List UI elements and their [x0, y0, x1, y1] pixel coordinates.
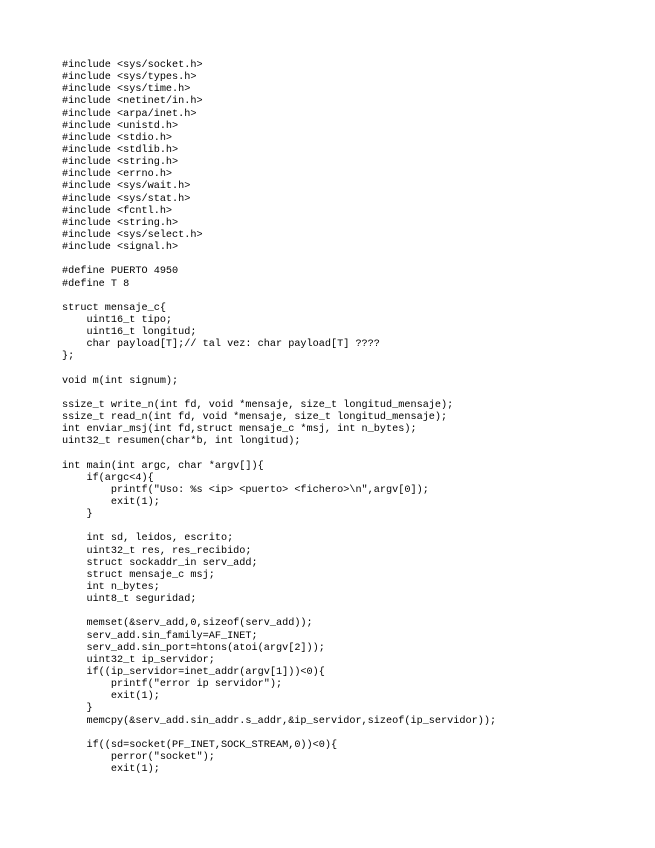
code-line: #include <string.h> — [62, 157, 179, 169]
code-line: struct mensaje_c msj; — [62, 569, 215, 581]
code-line: #include <unistd.h> — [62, 120, 179, 132]
code-line: #define PUERTO 4950 — [62, 266, 179, 278]
code-line: uint32_t res, res_recibido; — [62, 545, 252, 557]
code-line: void m(int signum); — [62, 375, 179, 387]
code-line: #include <sys/socket.h> — [62, 60, 203, 71]
code-line: uint32_t ip_servidor; — [62, 654, 215, 666]
code-line: char payload[T];// tal vez: char payload[T] ???? — [62, 339, 380, 351]
code-line: #include <stdlib.h> — [62, 144, 179, 156]
code-line: #include <stdio.h> — [62, 132, 173, 144]
code-line: printf("error ip servidor"); — [62, 679, 283, 691]
code-line — [62, 728, 496, 740]
code-line: if(argc<4){ — [62, 472, 154, 484]
code-line: uint8_t seguridad; — [62, 594, 197, 606]
code-line: printf("Uso: %s <ip> <puerto> <fichero>\n",argv[0]); — [62, 484, 429, 496]
code-line: exit(1); — [62, 764, 160, 776]
code-line: #include <fcntl.h> — [62, 205, 173, 217]
code-line: ssize_t write_n(int fd, void *mensaje, size_t longitud_mensaje); — [62, 399, 454, 411]
code-line: #include <sys/stat.h> — [62, 193, 191, 205]
code-line: }; — [62, 351, 75, 363]
code-listing — [62, 60, 496, 776]
code-line: if((sd=socket(PF_INET,SOCK_STREAM,0))<0){ — [62, 739, 338, 751]
code-line: int enviar_msj(int fd,struct mensaje_c *msj, int n_bytes); — [62, 424, 417, 436]
code-line — [62, 449, 496, 461]
code-line: #include <sys/time.h> — [62, 84, 191, 96]
code-line — [62, 606, 496, 618]
code-line: #include <sys/wait.h> — [62, 181, 191, 193]
code-line: uint16_t longitud; — [62, 327, 197, 339]
code-line — [62, 521, 496, 533]
code-line: uint32_t resumen(char*b, int longitud); — [62, 436, 301, 448]
code-line: int n_bytes; — [62, 582, 160, 594]
code-line: #include <string.h> — [62, 217, 179, 229]
code-line: #define T 8 — [62, 278, 130, 290]
code-line: exit(1); — [62, 691, 160, 703]
code-line: serv_add.sin_port=htons(atoi(argv[2])); — [62, 642, 325, 654]
code-line: struct sockaddr_in serv_add; — [62, 557, 258, 569]
code-line: } — [62, 509, 93, 521]
code-line: memcpy(&serv_add.sin_addr.s_addr,&ip_servidor,sizeof(ip_servidor)); — [62, 715, 497, 727]
code-line: exit(1); — [62, 497, 160, 509]
code-line: if((ip_servidor=inet_addr(argv[1]))<0){ — [62, 667, 325, 679]
code-line: memset(&serv_add,0,sizeof(serv_add)); — [62, 618, 313, 630]
code-line: #include <errno.h> — [62, 169, 173, 181]
code-line — [62, 388, 496, 400]
code-line — [62, 254, 496, 266]
code-line: #include <arpa/inet.h> — [62, 108, 197, 120]
code-line — [62, 364, 496, 376]
code-line: int main(int argc, char *argv[]){ — [62, 460, 264, 472]
code-line: uint16_t tipo; — [62, 314, 173, 326]
code-line: serv_add.sin_family=AF_INET; — [62, 630, 258, 642]
code-line: #include <netinet/in.h> — [62, 96, 203, 108]
code-line — [62, 291, 496, 303]
code-line: ssize_t read_n(int fd, void *mensaje, size_t longitud_mensaje); — [62, 412, 448, 424]
code-line: } — [62, 703, 93, 715]
code-line: struct mensaje_c{ — [62, 302, 166, 314]
code-line: perror("socket"); — [62, 752, 215, 764]
code-line: #include <sys/select.h> — [62, 229, 203, 241]
code-line: #include <sys/types.h> — [62, 72, 197, 84]
code-line: int sd, leidos, escrito; — [62, 533, 234, 545]
code-line: #include <signal.h> — [62, 242, 179, 254]
